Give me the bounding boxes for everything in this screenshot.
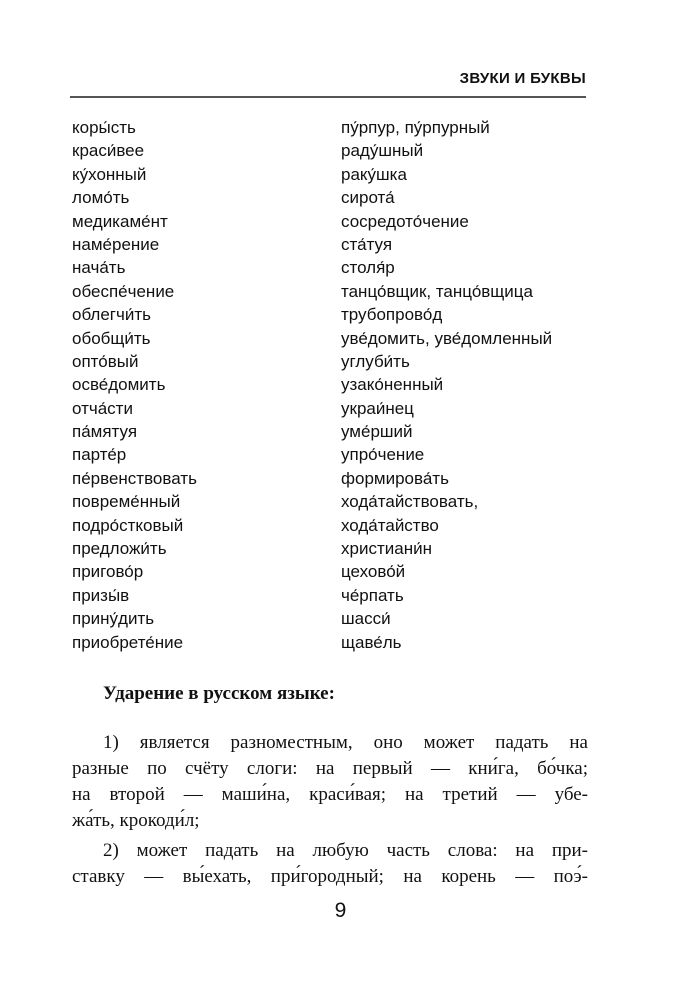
text-line: разные по счёту слоги: на первый — кни́га, бо́чка;: [72, 758, 588, 779]
word-item: краси́вее: [72, 141, 145, 161]
word-item: па́мятуя: [72, 422, 138, 442]
word-item: парте́р: [72, 445, 127, 465]
word-item: подро́стковый: [72, 515, 184, 535]
page-number: 9: [334, 899, 347, 922]
word-item: опто́вый: [72, 351, 139, 371]
word-item: обеспе́чение: [72, 281, 175, 301]
text-line: 2) может падать на любую часть слова: на при-: [103, 840, 588, 861]
text-line: ставку — вы́ехать, при́городный; на корень — поэ́-: [72, 866, 588, 887]
word-item: сирота́: [341, 188, 395, 208]
word-item: призы́в: [72, 585, 130, 605]
word-item: нача́ть: [72, 258, 126, 278]
word-item: уме́рший: [341, 422, 413, 442]
body-text: [72, 730, 588, 894]
word-item: уве́домить, уве́домленный: [341, 328, 553, 348]
word-item: прину́дить: [72, 609, 155, 629]
word-item: раду́шный: [341, 141, 424, 161]
text-line: 1) является разноместным, оно может падать на: [103, 732, 588, 753]
word-item: повреме́нный: [72, 492, 181, 512]
word-item: приобрете́ние: [72, 632, 184, 652]
text-line: жа́ть, крокоди́л;: [72, 810, 200, 831]
word-list-left: [72, 116, 197, 654]
word-item: столя́р: [341, 258, 395, 278]
word-item: предложи́ть: [72, 539, 167, 559]
section-heading: Ударение в русском языке:: [103, 683, 335, 704]
word-item: хода́тайствовать,: [341, 492, 479, 512]
word-item: облегчи́ть: [72, 305, 151, 325]
word-item: формирова́ть: [341, 468, 449, 488]
word-item: медикаме́нт: [72, 211, 168, 231]
word-item: щаве́ль: [341, 632, 402, 652]
word-item: пу́рпур, пу́рпурный: [341, 118, 490, 137]
word-item: коры́сть: [72, 118, 136, 137]
text-line: на второй — маши́на, краси́вая; на третий — убе-: [72, 784, 588, 805]
word-item: христиани́н: [341, 539, 432, 559]
paragraph-1: [72, 730, 588, 834]
word-item: ста́туя: [341, 234, 393, 254]
word-item: шасси́: [341, 609, 391, 629]
word-item: цехово́й: [341, 562, 406, 582]
word-item: пе́рвенствовать: [72, 468, 197, 488]
word-item: ломо́ть: [72, 188, 130, 208]
header-title: ЗВУКИ И БУКВЫ: [459, 70, 586, 87]
word-item: обобщи́ть: [72, 328, 151, 348]
paragraph-2: [72, 838, 588, 890]
word-item: узако́ненный: [341, 375, 444, 395]
word-item: пригово́р: [72, 562, 144, 582]
word-item: упро́чение: [341, 445, 425, 465]
word-item: сосредото́чение: [341, 211, 469, 231]
word-item: углуби́ть: [341, 351, 410, 371]
running-header: [70, 68, 586, 98]
word-item: ку́хонный: [72, 164, 147, 184]
word-list-right: [341, 116, 552, 654]
word-item: отча́сти: [72, 398, 133, 418]
word-item: украи́нец: [341, 398, 414, 418]
word-item: осве́домить: [72, 375, 166, 395]
word-item: раку́шка: [341, 164, 407, 184]
word-item: наме́рение: [72, 234, 160, 254]
word-item: трубопрово́д: [341, 305, 443, 325]
word-item: че́рпать: [341, 585, 404, 605]
word-item: танцо́вщик, танцо́вщица: [341, 281, 533, 301]
word-item: хода́тайство: [341, 515, 439, 535]
